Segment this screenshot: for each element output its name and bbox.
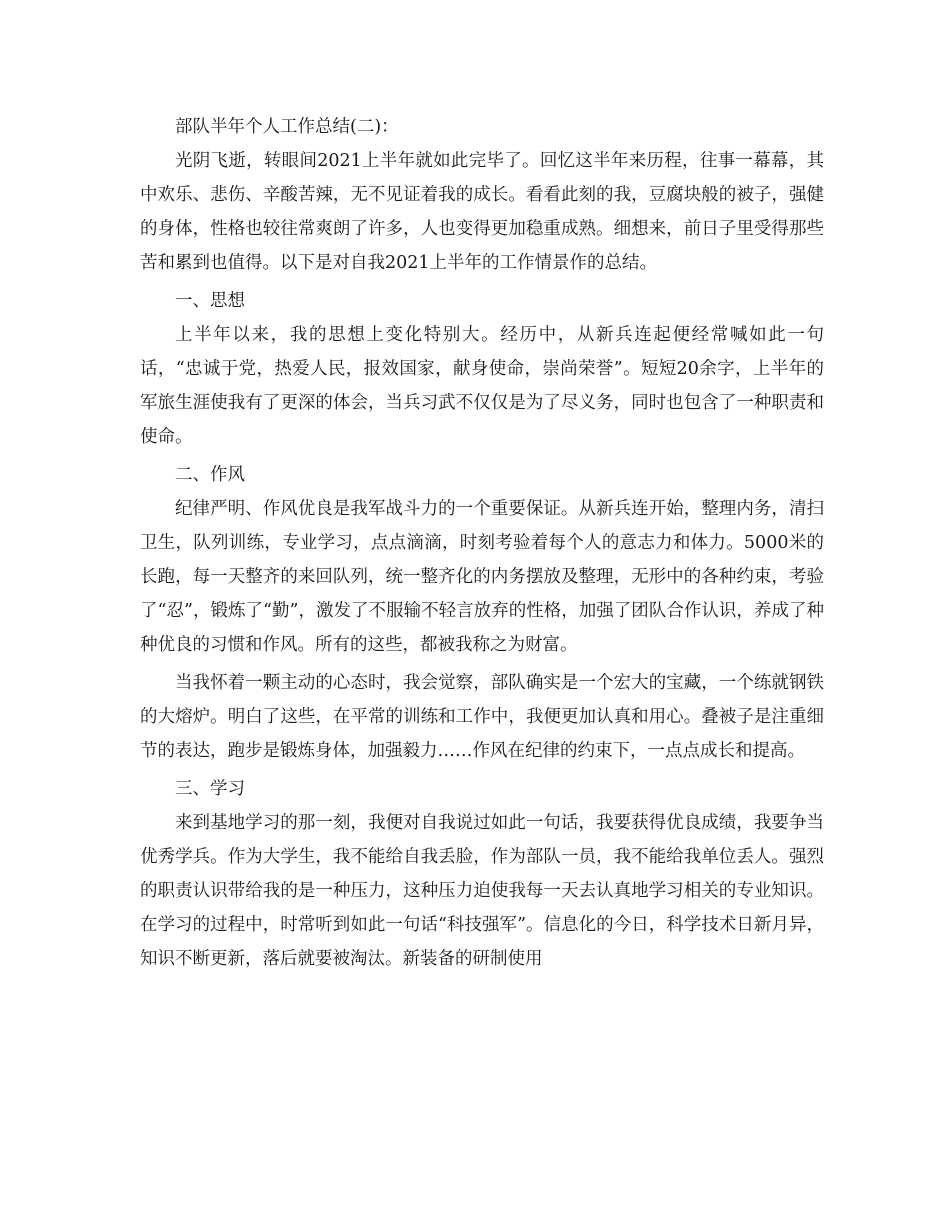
- section-paragraph-study: 来到基地学习的那一刻，我便对自我说过如此一句话，我要获得优良成绩，我要争当优秀学兵。作为大学生，我不能给自我丢脸，作为部队一员，我不能给我单位丢人。强烈的职责认识带给我的是一种压力，这种压力迫使我每一天去认真地学习相关的专业知识。在学习的过程中，时常听到如此一句话“科技强军”。信息化的今日，科学技术日新月异，知识不断更新，落后就要被淘汰。新装备的研制使用: [140, 813, 824, 969]
- document-page: [140, 110, 824, 976]
- section-paragraph-style-1: 纪律严明、作风优良是我军战斗力的一个重要保证。从新兵连开始，整理内务，清扫卫生，队列训练，专业学习，点点滴滴，时刻考验着每个人的意志力和体力。5000米的长跑，每一天整齐的来回队列，统一整齐化的内务摆放及整理，无形中的各种约束，考验了“忍”，锻炼了“勤”，激发了不服输不轻言放弃的性格，加强了团队合作认识，养成了种种优良的习惯和作风。所有的这些，都被我称之为财富。: [140, 499, 824, 655]
- document-title: 部队半年个人工作总结(二)：: [175, 117, 399, 137]
- section-paragraph-style-2: 当我怀着一颗主动的心态时，我会觉察，部队确实是一个宏大的宝藏，一个练就钢铁的大熔炉。明白了这些，在平常的训练和工作中，我便更加认真和用心。叠被子是注重细节的表达，跑步是锻炼身体，加强毅力……作风在纪律的约束下，一点点成长和提高。: [140, 673, 824, 761]
- section-heading-style: 二、作风: [175, 465, 245, 485]
- section-heading-study: 三、学习: [175, 779, 245, 799]
- section-heading-thought: 一、思想: [175, 291, 245, 311]
- intro-paragraph: 光阴飞逝，转眼间2021上半年就如此完毕了。回忆这半年来历程，往事一幕幕，其中欢乐、悲伤、辛酸苦辣，无不见证着我的成长。看看此刻的我，豆腐块般的被子，强健的身体，性格也较往常爽朗了许多，人也变得更加稳重成熟。细想来，前日子里受得那些苦和累到也值得。以下是对自我2021上半年的工作情景作的总结。: [140, 151, 824, 273]
- section-paragraph-thought: 上半年以来，我的思想上变化特别大。经历中，从新兵连起便经常喊如此一句话，“忠诚于党，热爱人民，报效国家，献身使命，崇尚荣誉”。短短20余字，上半年的军旅生涯使我有了更深的体会，当兵习武不仅仅是为了尽义务，同时也包含了一种职责和使命。: [140, 325, 824, 447]
